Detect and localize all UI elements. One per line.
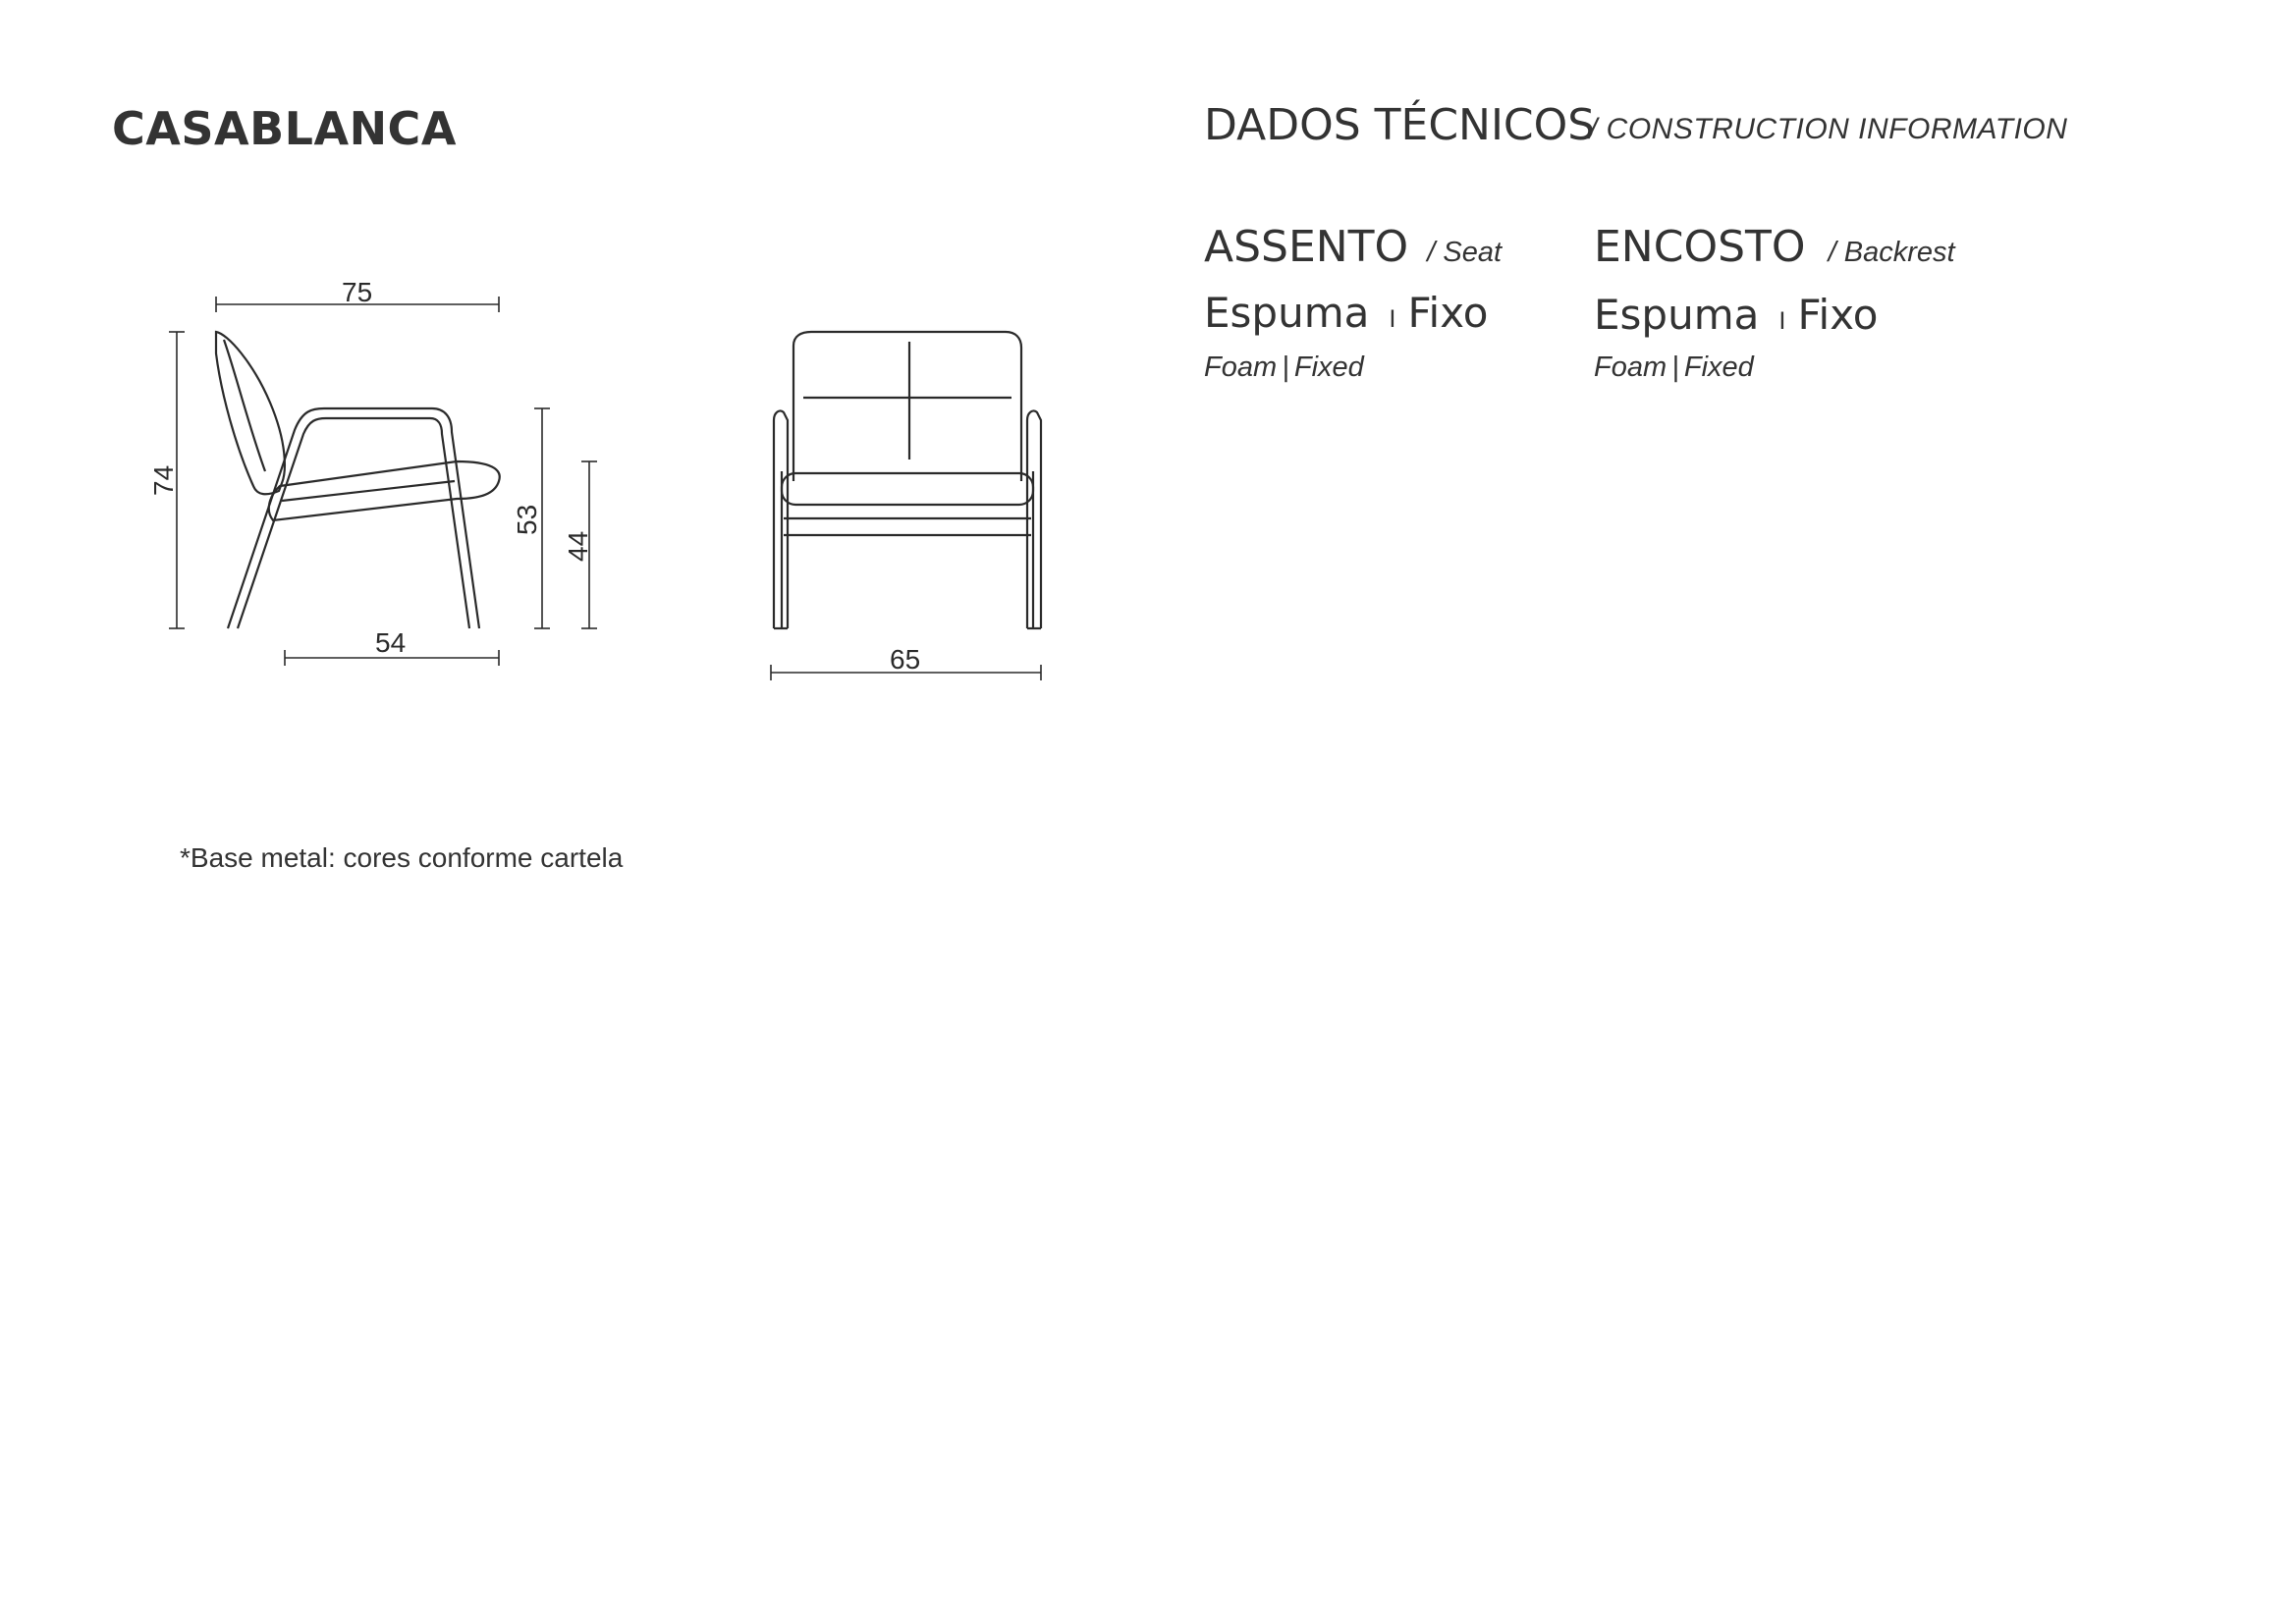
dim-depth-label: 54 bbox=[375, 627, 407, 658]
dim-side-height-label: 74 bbox=[148, 464, 179, 496]
backrest-fixation-en: Fixed bbox=[1683, 352, 1754, 383]
side-backrest-inner bbox=[224, 340, 265, 471]
base-metal-note: *Base metal: cores conforme cartela bbox=[180, 842, 624, 873]
dim-side-width-label: 75 bbox=[342, 277, 373, 307]
dim-arm-height-label: 53 bbox=[512, 504, 542, 535]
front-seat-cushion bbox=[782, 473, 1033, 505]
seat-separator-en: | bbox=[1282, 352, 1289, 383]
backrest-separator: I bbox=[1778, 307, 1786, 335]
seat-material-en: Foam bbox=[1204, 352, 1278, 383]
side-seat-cushion bbox=[269, 461, 500, 520]
side-frame-outer bbox=[228, 408, 479, 628]
backrest-material: Espuma bbox=[1594, 291, 1760, 339]
seat-title: ASSENTO bbox=[1204, 222, 1409, 272]
technical-data-title: DADOS TÉCNICOS bbox=[1204, 100, 1596, 150]
seat-separator: I bbox=[1389, 305, 1396, 333]
front-view-chair bbox=[774, 332, 1041, 628]
side-backrest bbox=[216, 332, 285, 494]
side-seat-line bbox=[282, 481, 455, 501]
product-title: CASABLANCA bbox=[112, 102, 457, 155]
backrest-subtitle: / Backrest bbox=[1828, 237, 1955, 268]
side-frame-inner bbox=[238, 418, 469, 628]
backrest-material-en: Foam bbox=[1594, 352, 1667, 383]
dim-seat-height-label: 44 bbox=[563, 530, 593, 562]
seat-fixation-en: Fixed bbox=[1293, 352, 1364, 383]
seat-material: Espuma bbox=[1204, 289, 1370, 337]
seat-subtitle: / Seat bbox=[1427, 237, 1503, 268]
technical-data-subtitle: / CONSTRUCTION INFORMATION bbox=[1589, 113, 2068, 145]
side-view-chair bbox=[216, 332, 500, 628]
backrest-title: ENCOSTO bbox=[1594, 222, 1806, 272]
seat-fixation: Fixo bbox=[1407, 289, 1489, 337]
backrest-separator-en: | bbox=[1671, 352, 1679, 383]
dim-front-width-label: 65 bbox=[890, 644, 921, 675]
front-backrest bbox=[793, 332, 1021, 481]
backrest-fixation: Fixo bbox=[1797, 291, 1879, 339]
